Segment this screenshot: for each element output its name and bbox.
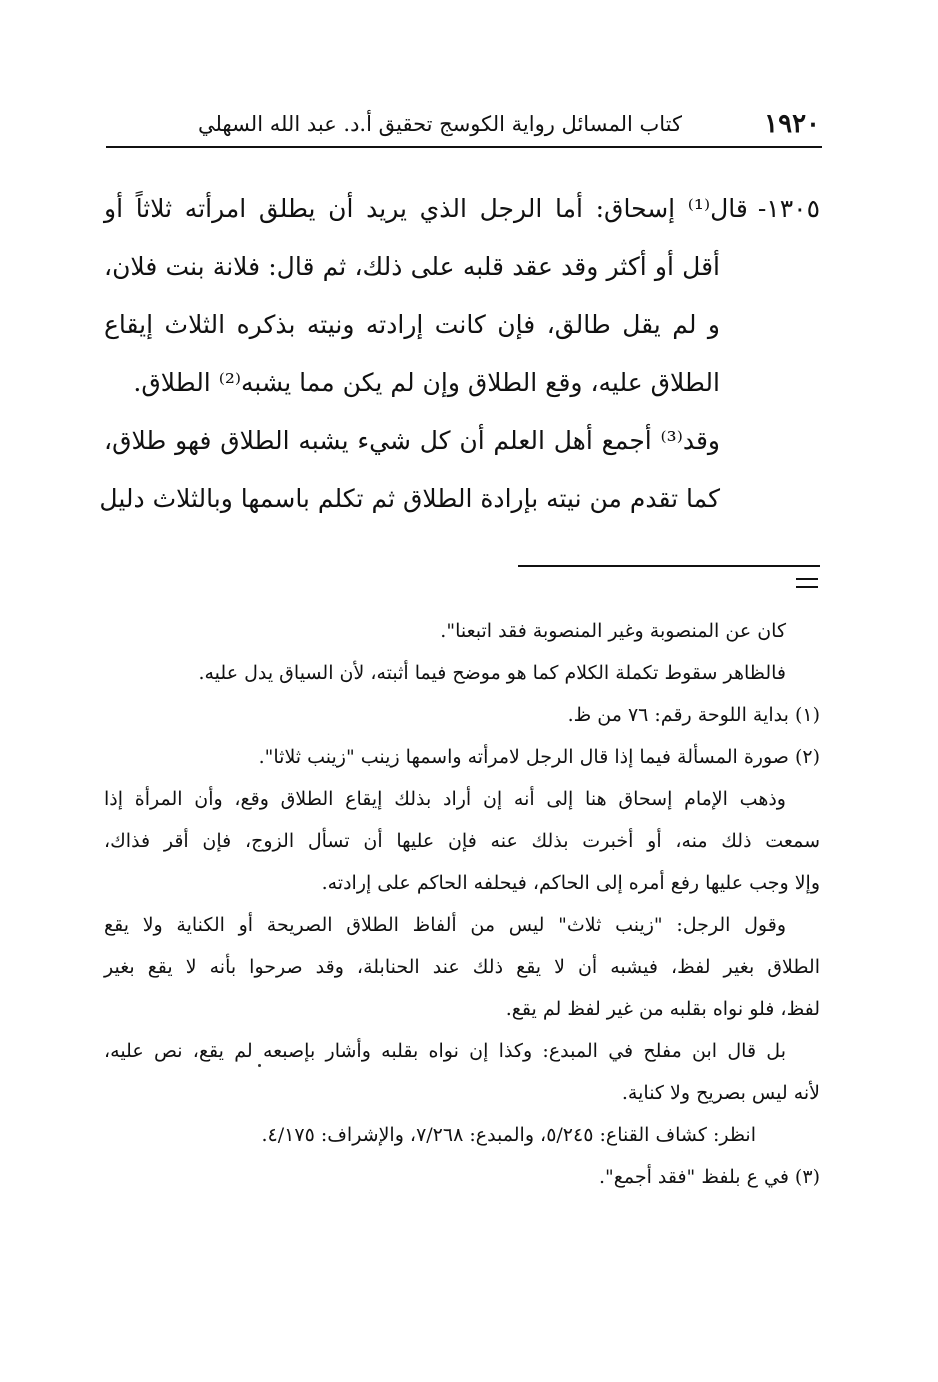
footnote-line: انظر: كشاف القناع: ٥/٢٤٥، والمبدع: ٧/٢٦٨، والإشراف: ٤/١٧٥. bbox=[261, 1124, 756, 1146]
footnote-line: وذهب الإمام إسحاق هنا إلى أنه إن أراد بذلك إيقاع الطلاق وقع، وأن المرأة إذا bbox=[104, 788, 786, 810]
issue-number: ١٣٠٥- bbox=[757, 194, 820, 223]
footnote-line: فالظاهر سقوط تكملة الكلام كما هو موضح فيما أثبته، لأن السياق يدل عليه. bbox=[198, 662, 786, 684]
footnote-line: الطلاق بغير لفظ، فيشبه أن لا يقع ذلك عند الحنابلة، وقد صرحوا بأنه لا يقع بغير bbox=[104, 956, 820, 978]
footnote-line: كان عن المنصوبة وغير المنصوبة فقد اتبعنا". bbox=[440, 620, 786, 642]
footnote-1: (١) بداية اللوحة رقم: ٧٦ من ظ. bbox=[567, 704, 820, 726]
footnote-line: بل قال ابن مفلح في المبدع: وكذا إن نواه بقلبه وأشار بإصبعه لم يقع، نص عليه، bbox=[104, 1040, 786, 1062]
footnote-separator bbox=[518, 565, 820, 567]
main-line-6: كما تقدم من نيته بإرادة الطلاق ثم تكلم باسمها وبالثلاث دليل bbox=[99, 484, 720, 513]
footnote-line: سمعت ذلك منه، أو أخبرت بذلك عنه فإن عليها أن تسأل الزوج، فإن أقر فذاك، bbox=[104, 830, 820, 852]
footnote-2: (٢) صورة المسألة فيما إذا قال الرجل لامرأته واسمها زينب "زينب ثلاثا". bbox=[258, 746, 820, 768]
footnote-line: وقول الرجل: "زينب ثلاث" ليس من ألفاظ الطلاق الصريحة أو الكناية ولا يقع bbox=[104, 914, 786, 936]
page-number: ١٩٢٠ bbox=[764, 109, 820, 139]
footnotes bbox=[104, 610, 820, 1198]
main-line-1: ١٣٠٥-قال⁽¹⁾ إسحاق: أما الرجل الذي يريد أن يطلق امرأته ثلاثاً أو bbox=[104, 194, 820, 223]
header-rule bbox=[106, 146, 822, 148]
main-line-2: أقل أو أكثر وقد عقد قلبه على ذلك، ثم قال: فلانة بنت فلان، bbox=[104, 252, 720, 281]
main-line-5: وقد⁽³⁾ أجمع أهل العلم أن كل شيء يشبه الطلاق فهو طلاق، bbox=[104, 426, 720, 455]
running-title: كتاب المسائل رواية الكوسج تحقيق أ.د. عبد الله السهلي bbox=[197, 112, 682, 136]
footnote-line: لأنه ليس بصريح ولا كناية. bbox=[621, 1082, 820, 1104]
main-text bbox=[99, 180, 820, 528]
continuation-mark bbox=[796, 578, 818, 588]
footnote-line: لفظ، فلو نواه بقلبه من غير لفظ لم يقع. bbox=[505, 998, 820, 1020]
footnote-line: وإلا وجب عليها رفع أمره إلى الحاكم، فيحلفه الحاكم على إرادته. bbox=[321, 872, 820, 894]
footnote-3: (٣) في ع بلفظ "فقد أجمع". bbox=[598, 1166, 820, 1188]
page-header bbox=[108, 108, 820, 140]
scan-speck bbox=[258, 1064, 261, 1067]
main-line-4: الطلاق عليه، وقع الطلاق وإن لم يكن مما يشبه⁽²⁾ الطلاق. bbox=[133, 368, 720, 397]
main-line-3: و لم يقل طالق، فإن كانت إرادته ونيته بذكره الثلاث إيقاع bbox=[104, 310, 720, 339]
